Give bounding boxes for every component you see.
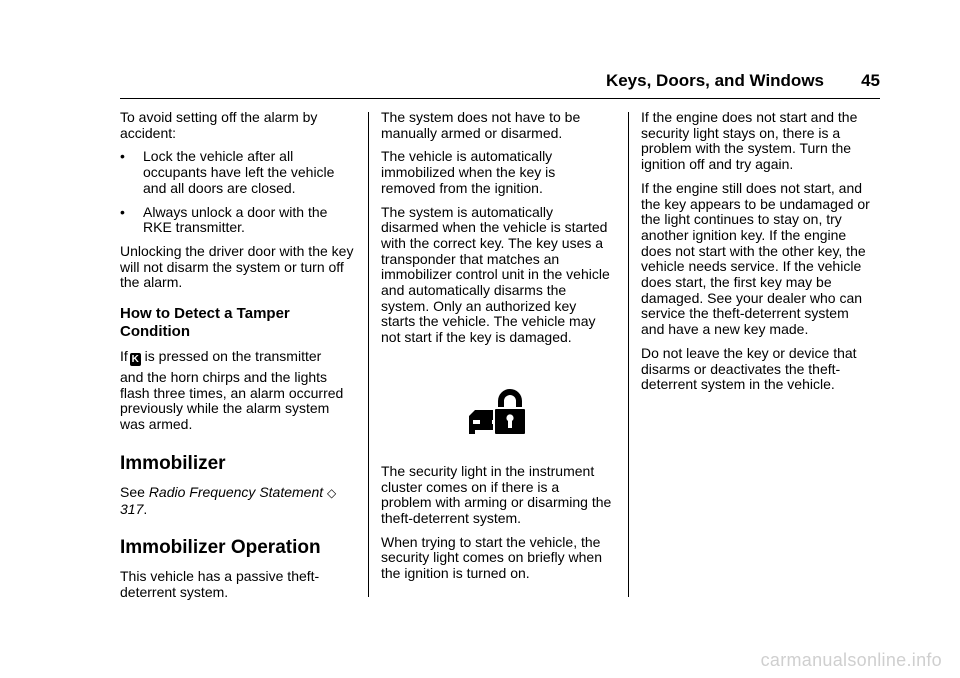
tamper-text: [120, 349, 355, 366]
unlock-note: Unlocking the driver door with the key will not disarm the system or turn off the alarm.: [120, 242, 354, 291]
tamper-heading: How to Detect a Tamper Condition: [120, 305, 290, 341]
see-prefix: See: [120, 483, 145, 500]
column-2: [381, 110, 613, 590]
watermark: carmanualsonline.info: [760, 650, 942, 670]
col3-para-2: If the engine still does not start, and the key appears to be undamaged or the light continues to stay on, try another ignition key. If the engine does not start with the other key, the vehicle needs service. If the vehicle does start, the first key may be damaged. See your dealer who can service the theft-deterrent system and have a new key made.: [641, 179, 870, 338]
see-reference: [120, 485, 355, 517]
tamper-if: If: [120, 348, 128, 365]
immobilizer-heading: Immobilizer: [120, 452, 226, 474]
column-divider-2: [628, 112, 629, 597]
col3-para-3: Do not leave the key or device that disarms or deactivates the theft-deterrent system in the vehicle.: [641, 344, 857, 393]
section-title: Keys, Doors, and Windows: [605, 71, 824, 90]
tamper-text-1: is pressed on the transmitter: [144, 348, 322, 365]
bullet-text: Always unlock a door with the RKE transmitter.: [143, 203, 328, 236]
list-item: [120, 149, 355, 196]
page-header: [120, 70, 880, 99]
column-3: [641, 110, 873, 401]
tamper-text-2: and the horn chirps and the lights flash three times, an alarm occurred previously while the alarm system was armed.: [120, 369, 344, 433]
col2-para-3: The system is automatically disarmed when the vehicle is started with the correct key. The key uses a transponder that matches an immobilizer control unit in the vehicle and automatically disarms the system. Only an authorized key starts the vehicle. The vehicle may not start if the key is damaged.: [381, 203, 610, 346]
column-1: [120, 110, 355, 609]
see-ref-link[interactable]: Radio Frequency Statement: [148, 483, 324, 500]
bullet-mark: •: [120, 203, 125, 220]
column-divider-1: [368, 112, 369, 597]
bullet-mark: •: [120, 148, 125, 165]
panic-button-icon: K: [131, 354, 139, 366]
col3-para-1: If the engine does not start and the security light stays on, there is a problem with the system. Turn the ignition off and try again.: [641, 109, 858, 173]
col2-para-5: When trying to start the vehicle, the security light comes on briefly when the ignition is turned on.: [381, 533, 602, 582]
list-item: [120, 205, 355, 236]
intro-text: To avoid setting off the alarm by accident:: [120, 109, 318, 141]
col2-para-4: The security light in the instrument cluster comes on if there is a problem with arming or disarming the theft-deterrent system.: [381, 462, 612, 526]
col2-para-1: The system does not have to be manually armed or disarmed.: [381, 109, 581, 141]
security-light-icon: [467, 386, 527, 438]
operation-heading: Immobilizer Operation: [120, 537, 321, 559]
see-suffix: .: [143, 500, 148, 517]
page-ref-icon: ◇: [327, 485, 337, 500]
page-number: 45: [861, 71, 880, 90]
bullet-text: Lock the vehicle after all occupants have left the vehicle and all doors are closed.: [143, 148, 335, 196]
see-page: 317: [120, 500, 144, 517]
col2-para-2: The vehicle is automatically immobilized when the key is removed from the ignition.: [381, 148, 556, 196]
operation-text: This vehicle has a passive theft-deterrent system.: [120, 568, 320, 600]
